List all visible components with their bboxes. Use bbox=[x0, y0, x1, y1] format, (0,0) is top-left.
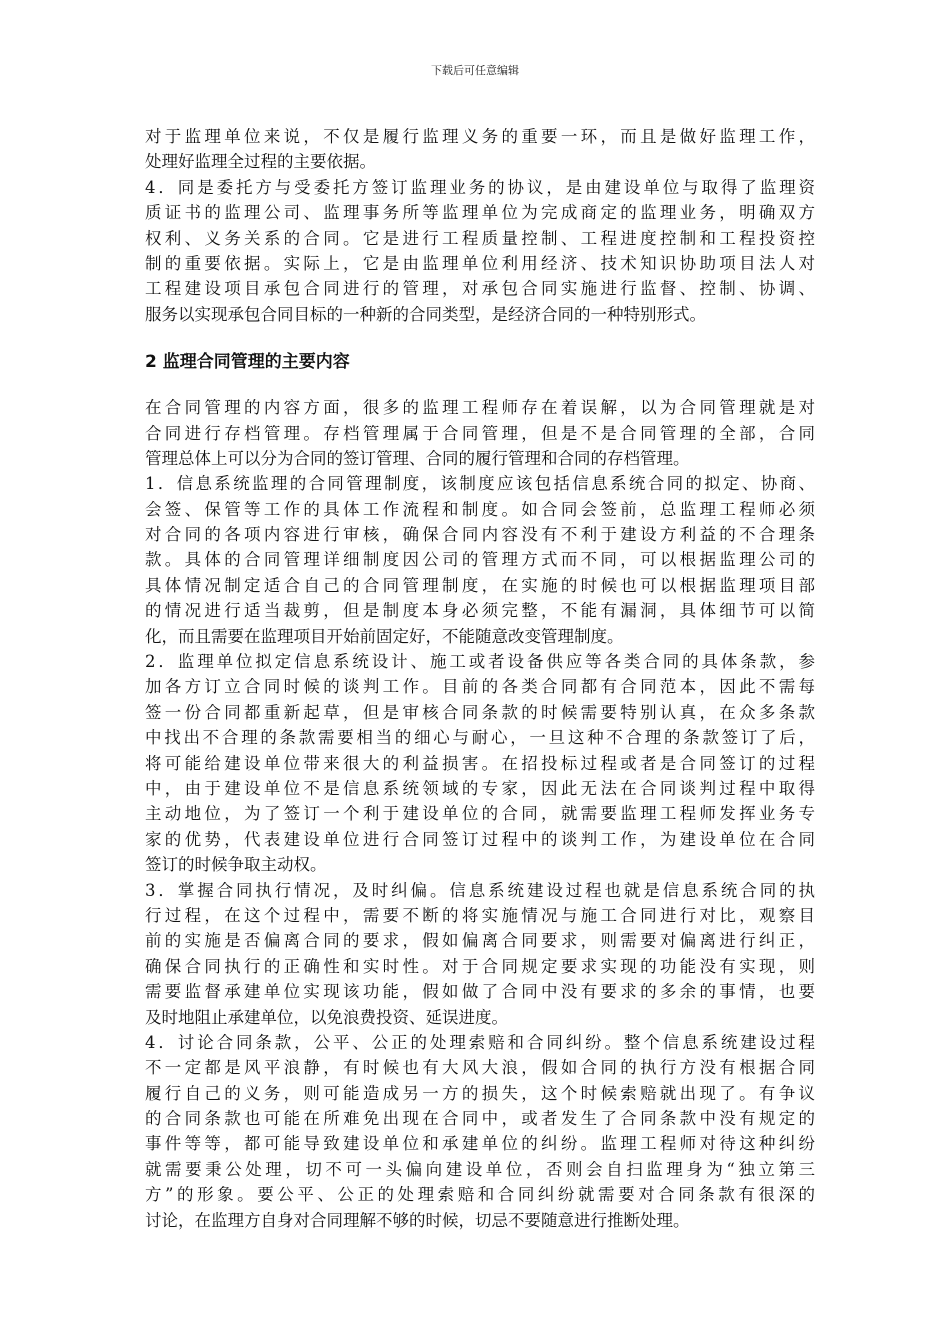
text-line: 事件等等，都可能导致建设单位和承建单位的纠纷。监理工程师对待这种纠纷 bbox=[145, 1134, 815, 1154]
text-line: 工程建设项目承包合同进行的管理，对承包合同实施进行监督、控制、协调、 bbox=[145, 279, 815, 299]
text-line: 的情况进行适当裁剪，但是制度本身必须完整，不能有漏洞，具体细节可以简 bbox=[145, 601, 815, 621]
document-body bbox=[145, 124, 815, 1233]
text-line: 签订的时候争取主动权。 bbox=[145, 855, 327, 875]
text-line: 对于监理单位来说，不仅是履行监理义务的重要一环，而且是做好监理工作， bbox=[145, 127, 815, 146]
text-line: 2．监理单位拟定信息系统设计、施工或者设备供应等各类合同的具体条款，参 bbox=[145, 652, 815, 672]
text-line: 1．信息系统监理的合同管理制度，该制度应该包括信息系统合同的拟定、协商、 bbox=[145, 474, 815, 494]
text-line: 款。具体的合同管理详细制度因公司的管理方式而不同，可以根据监理公司的 bbox=[145, 550, 815, 570]
paragraph bbox=[145, 175, 815, 327]
paragraphs-before-section bbox=[145, 124, 815, 327]
text-line: 中，由于建设单位不是信息系统领域的专家，因此无法在合同谈判过程中取得 bbox=[145, 778, 815, 798]
text-line: 会签、保管等工作的具体工作流程和制度。如合同会签前，总监理工程师必须 bbox=[145, 499, 815, 519]
text-line: 履行自己的义务，则可能造成另一方的损失，这个时候索赔就出现了。有争议 bbox=[145, 1083, 815, 1103]
text-line: 权利、义务关系的合同。它是进行工程质量控制、工程进度控制和工程投资控 bbox=[145, 228, 815, 248]
text-line: 中找出不合理的条款需要相当的细心与耐心，一旦这种不合理的条款签订了后， bbox=[145, 728, 815, 748]
text-line: 制的重要依据。实际上，它是由监理单位利用经济、技术知识协助项目法人对 bbox=[145, 253, 815, 273]
text-line: 质证书的监理公司、监理事务所等监理单位为完成商定的监理业务，明确双方 bbox=[145, 203, 815, 223]
text-line: 不一定都是风平浪静，有时候也有大风大浪，假如合同的执行方没有根据合同 bbox=[145, 1058, 815, 1078]
text-line: 在合同管理的内容方面，很多的监理工程师存在着误解，以为合同管理就是对 bbox=[145, 398, 815, 418]
text-line: 合同进行存档管理。存档管理属于合同管理，但是不是合同管理的全部，合同 bbox=[145, 423, 815, 443]
text-line: 化，而且需要在监理项目开始前固定好，不能随意改变管理制度。 bbox=[145, 626, 624, 646]
page-header: 下载后可任意编辑 bbox=[431, 64, 519, 77]
text-line: 主动地位，为了签订一个利于建设单位的合同，就需要监理工程师发挥业务专 bbox=[145, 804, 815, 824]
text-line: 就需要秉公处理，切不可一头偏向建设单位，否则会自扫监理身为“独立第三 bbox=[145, 1159, 815, 1179]
paragraph bbox=[145, 878, 815, 1030]
text-line: 处理好监理全过程的主要依据。 bbox=[145, 152, 376, 172]
paragraphs-after-section bbox=[145, 395, 815, 1233]
paragraph bbox=[145, 1030, 815, 1233]
paragraph bbox=[145, 471, 815, 649]
text-line: 确保合同执行的正确性和实时性。对于合同规定要求实现的功能没有实现，则 bbox=[145, 956, 815, 976]
text-line: 4．讨论合同条款，公平、公正的处理索赔和合同纠纷。整个信息系统建设过程 bbox=[145, 1032, 815, 1052]
text-line: 的合同条款也可能在所难免出现在合同中，或者发生了合同条款中没有规定的 bbox=[145, 1109, 815, 1129]
text-line: 家的优势，代表建设单位进行合同签订过程中的谈判工作，为建设单位在合同 bbox=[145, 829, 815, 849]
text-line: 管理总体上可以分为合同的签订管理、合同的履行管理和合同的存档管理。 bbox=[145, 448, 690, 468]
section-heading: 2 监理合同管理的主要内容 bbox=[145, 352, 350, 373]
text-line: 方”的形象。要公平、公正的处理索赔和合同纠纷就需要对合同条款有很深的 bbox=[145, 1185, 815, 1205]
text-line: 需要监督承建单位实现该功能，假如做了合同中没有要求的多余的事情，也要 bbox=[145, 982, 815, 1002]
text-line: 行过程，在这个过程中，需要不断的将实施情况与施工合同进行对比，观察目 bbox=[145, 905, 815, 925]
paragraph bbox=[145, 649, 815, 878]
text-line: 4．同是委托方与受委托方签订监理业务的协议，是由建设单位与取得了监理资 bbox=[145, 177, 815, 197]
text-line: 讨论，在监理方自身对合同理解不够的时候，切忌不要随意进行推断处理。 bbox=[145, 1210, 690, 1230]
text-line: 服务以实现承包合同目标的一种新的合同类型，是经济合同的一种特别形式。 bbox=[145, 304, 706, 324]
text-line: 签一份合同都重新起草，但是审核合同条款的时候需要特别认真，在众多条款 bbox=[145, 702, 815, 722]
text-line: 及时地阻止承建单位，以免浪费投资、延误进度。 bbox=[145, 1007, 508, 1027]
text-line: 加各方订立合同时候的谈判工作。目前的各类合同都有合同范本，因此不需每 bbox=[145, 677, 815, 697]
text-line: 具体情况制定适合自己的合同管理制度，在实施的时候也可以根据监理项目部 bbox=[145, 575, 815, 595]
text-line: 将可能给建设单位带来很大的利益损害。在招投标过程或者是合同签订的过程 bbox=[145, 753, 815, 773]
text-line: 对合同的各项内容进行审核，确保合同内容没有不利于建设方利益的不合理条 bbox=[145, 525, 815, 545]
text-line: 前的实施是否偏离合同的要求，假如偏离合同要求，则需要对偏离进行纠正， bbox=[145, 931, 815, 951]
paragraph bbox=[145, 395, 815, 471]
paragraph bbox=[145, 124, 815, 175]
text-line: 3．掌握合同执行情况，及时纠偏。信息系统建设过程也就是信息系统合同的执 bbox=[145, 880, 815, 900]
